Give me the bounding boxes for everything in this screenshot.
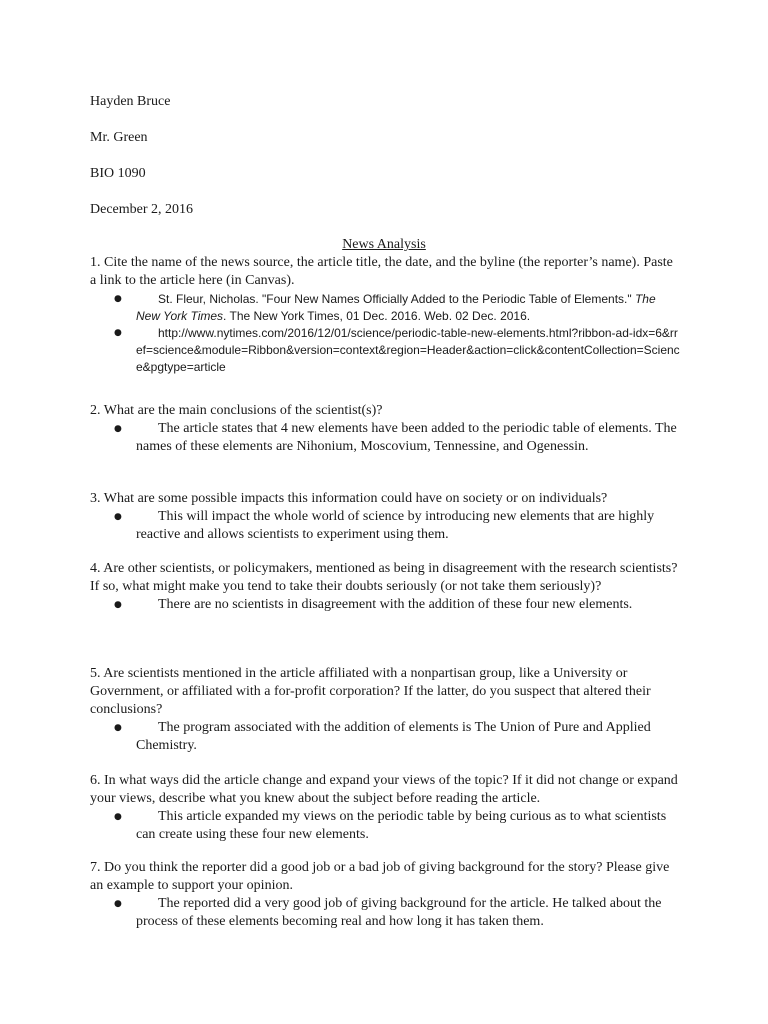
page-title: News Analysis [342, 237, 426, 252]
answer-item [114, 895, 680, 931]
answer-item [114, 420, 680, 456]
article-link[interactable]: http://www.nytimes.com/2016/12/01/science/periodic-table-new-elements.html?ribbon-ad-idx=6&rref=science&module=Ribbon&version=context&region=Header&action=click&contentCollection=Science&pgtype=article [136, 326, 680, 374]
bullet-icon: ● [114, 328, 122, 338]
answer-item [114, 291, 680, 325]
question-text: 5. Are scientists mentioned in the article affiliated with a nonpartisan group, like a University or Government, or affiliated with a for-profit corporation? If the latter, do you suspect that altered their conclusions? [90, 666, 651, 717]
answer-item [114, 325, 680, 376]
answer-list [90, 596, 680, 614]
student-name: Hayden Bruce [90, 94, 171, 109]
question-text: 7. Do you think the reporter did a good job or a bad job of giving background for the story? Please give an example to support your opinion. [90, 860, 670, 893]
document-date: December 2, 2016 [90, 202, 194, 217]
bullet-icon: ● [114, 512, 122, 522]
bullet-icon: ● [114, 294, 122, 304]
answer-text: The reported did a very good job of giving background for the article. He talked about the process of these elements becoming real and how long it has taken them. [136, 896, 662, 929]
answer-list [90, 291, 680, 376]
answer-list [90, 895, 680, 931]
citation-publication: The New York Times [136, 292, 656, 323]
course-code: BIO 1090 [90, 166, 146, 181]
question-block-4 [90, 560, 680, 614]
question-block-5 [90, 665, 680, 755]
bullet-icon: ● [114, 812, 122, 822]
question-text: 4. Are other scientists, or policymakers, mentioned as being in disagreement with the research scientists? If so, what might make you tend to take their doubts seriously (or not take them seriously)? [90, 561, 678, 594]
teacher-name: Mr. Green [90, 130, 148, 145]
citation-text: St. Fleur, Nicholas. "Four New Names Officially Added to the Periodic Table of Elements." [158, 292, 635, 306]
bullet-icon: ● [114, 899, 122, 909]
answer-text: The article states that 4 new elements have been added to the periodic table of elements. The names of these elements are Nihonium, Moscovium, Tennessine, and Ogenessin. [136, 421, 677, 454]
bullet-icon: ● [114, 600, 122, 610]
question-block-2 [90, 402, 680, 456]
bullet-icon: ● [114, 723, 122, 733]
answer-item [114, 596, 680, 614]
answer-item [114, 508, 680, 544]
citation-details: . The New York Times, 01 Dec. 2016. Web. 02 Dec. 2016. [223, 309, 531, 323]
answer-list [90, 719, 680, 755]
answer-text: This will impact the whole world of science by introducing new elements that are highly reactive and allows scientists to experiment using them. [136, 509, 655, 542]
answer-list [90, 420, 680, 456]
question-text: 2. What are the main conclusions of the scientist(s)? [90, 403, 383, 418]
answer-item [114, 719, 680, 755]
question-block-1 [90, 254, 680, 376]
answer-text: The program associated with the addition of elements is The Union of Pure and Applied Chemistry. [136, 720, 651, 753]
question-text: 6. In what ways did the article change and expand your views of the topic? If it did not change or expand your views, describe what you knew about the subject before reading the article. [90, 773, 678, 806]
question-block-6 [90, 772, 680, 844]
bullet-icon: ● [114, 424, 122, 434]
question-block-3 [90, 490, 680, 544]
answer-text: There are no scientists in disagreement with the addition of these four new elements. [158, 597, 633, 612]
question-text: 3. What are some possible impacts this information could have on society or on individuals? [90, 491, 608, 506]
answer-item [114, 808, 680, 844]
answer-list [90, 808, 680, 844]
answer-list [90, 508, 680, 544]
answer-text: This article expanded my views on the periodic table by being curious as to what scientists can create using these four new elements. [136, 809, 667, 842]
question-block-7 [90, 859, 680, 931]
question-text: 1. Cite the name of the news source, the article title, the date, and the byline (the reporter’s name). Paste a link to the article here (in Canvas). [90, 255, 673, 288]
